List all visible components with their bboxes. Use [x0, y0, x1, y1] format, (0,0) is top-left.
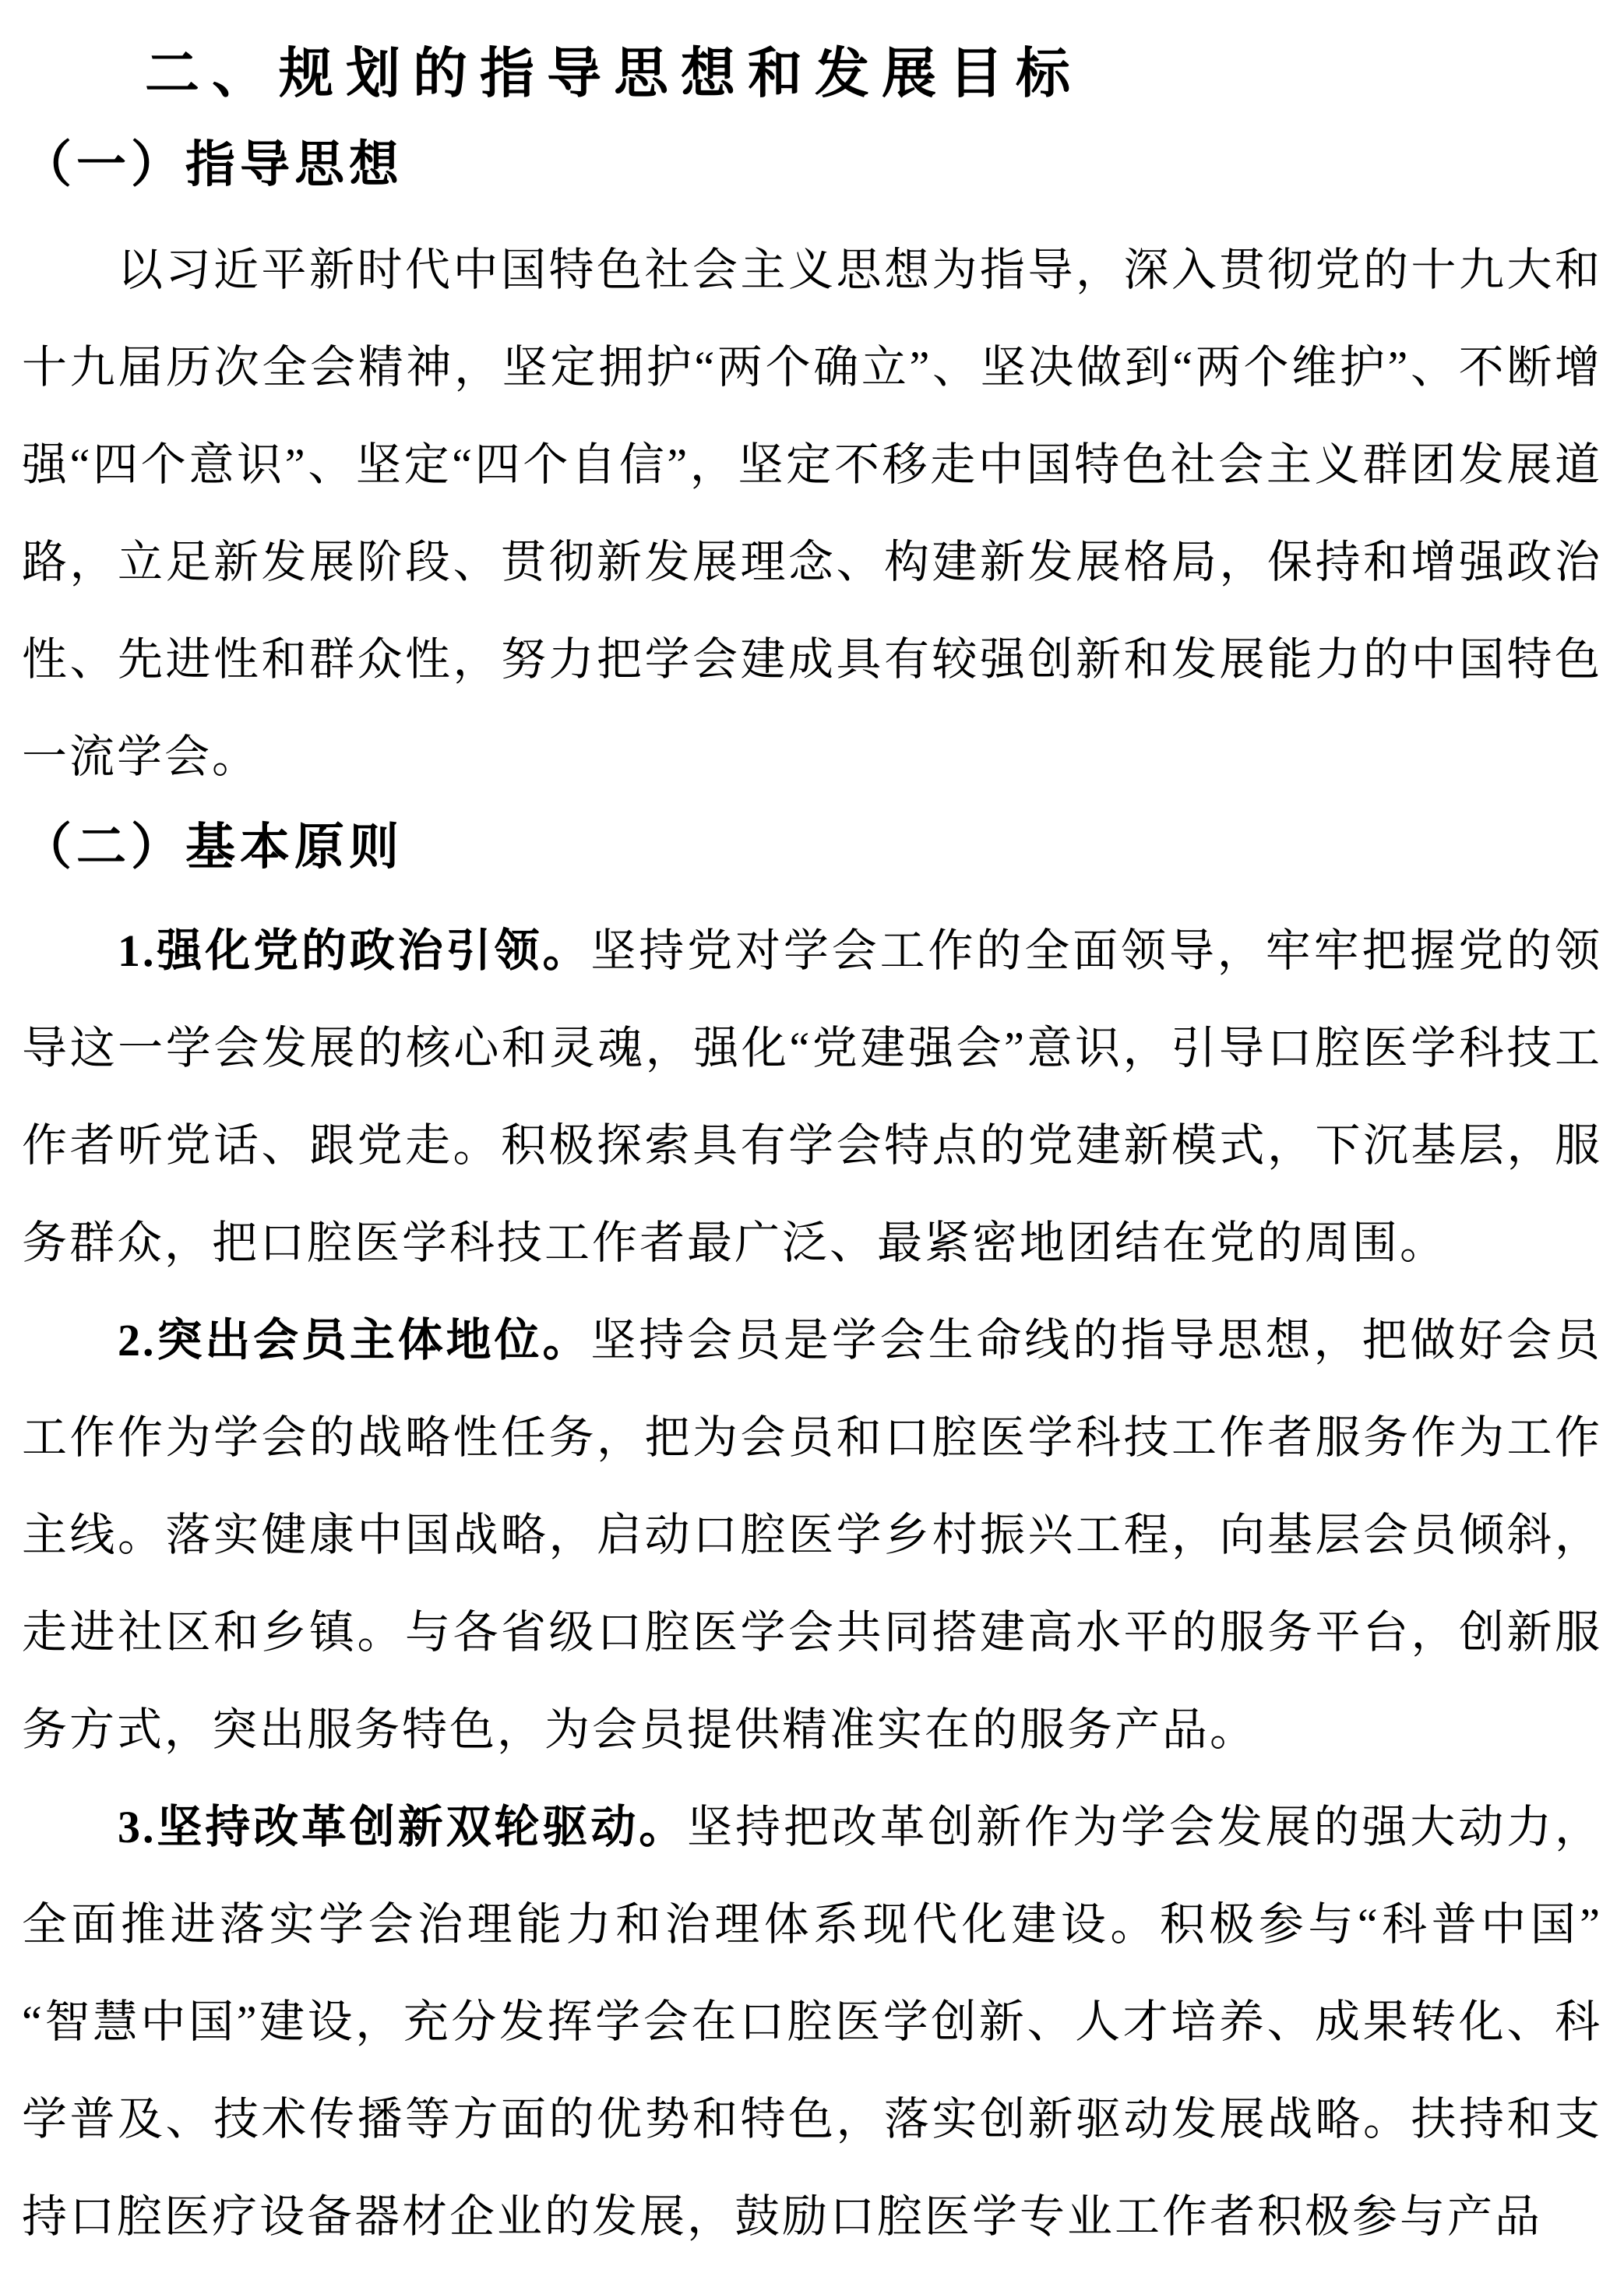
paragraph-lead: 2.突出会员主体地位。 — [118, 1315, 591, 1366]
subsection-heading-basic-principles: （二）基本原则 — [22, 819, 403, 875]
section-title: 二、规划的指导思想和发展目标 — [145, 43, 1083, 104]
paragraph-lead: 3.坚持改革创新双轮驱动。 — [118, 1802, 688, 1852]
paragraph-principle-3 — [22, 1778, 1602, 2265]
paragraph-lead: 1.强化党的政治引领。 — [118, 925, 591, 976]
paragraph-text: 坚持党对学会工作的全面领导，牢牢把握党的领导这一学会发展的核心和灵魂，强化“党建强会”意识，引导口腔医学科技工作者听党话、跟党走。积极探索具有学会特点的党建新模式，下沉基层，服务群众，把口腔医学科技工作者最广泛、最紧密地团结在党的周围。 — [22, 925, 1602, 1268]
paragraph-guiding-ideology — [22, 221, 1602, 805]
paragraph-principle-2 — [22, 1292, 1602, 1778]
paragraph-principle-1 — [22, 902, 1602, 1292]
paragraph-text: 坚持把改革创新作为学会发展的强大动力，全面推进落实学会治理能力和治理体系现代化建设。积极参与“科普中国”“智慧中国”建设，充分发挥学会在口腔医学创新、人才培养、成果转化、科学普及、技术传播等方面的优势和特色，落实创新驱动发展战略。扶持和支持口腔医疗设备器材企业的发展，鼓励口腔医学专业工作者积极参与产品 — [22, 1802, 1602, 2242]
paragraph-text: 坚持会员是学会生命线的指导思想，把做好会员工作作为学会的战略性任务，把为会员和口腔医学科技工作者服务作为工作主线。落实健康中国战略，启动口腔医学乡村振兴工程，向基层会员倾斜，走进社区和乡镇。与各省级口腔医学会共同搭建高水平的服务平台，创新服务方式，突出服务特色，为会员提供精准实在的服务产品。 — [22, 1315, 1602, 1755]
paragraph-text: 以习近平新时代中国特色社会主义思想为指导，深入贯彻党的十九大和十九届历次全会精神，坚定拥护“两个确立”、坚决做到“两个维护”、不断增强“四个意识”、坚定“四个自信”，坚定不移走中国特色社会主义群团发展道路，立足新发展阶段、贯彻新发展理念、构建新发展格局，保持和增强政治性、先进性和群众性，努力把学会建成具有较强创新和发展能力的中国特色一流学会。 — [22, 245, 1602, 782]
subsection-heading-guiding-ideology: （一）指导思想 — [22, 136, 403, 192]
